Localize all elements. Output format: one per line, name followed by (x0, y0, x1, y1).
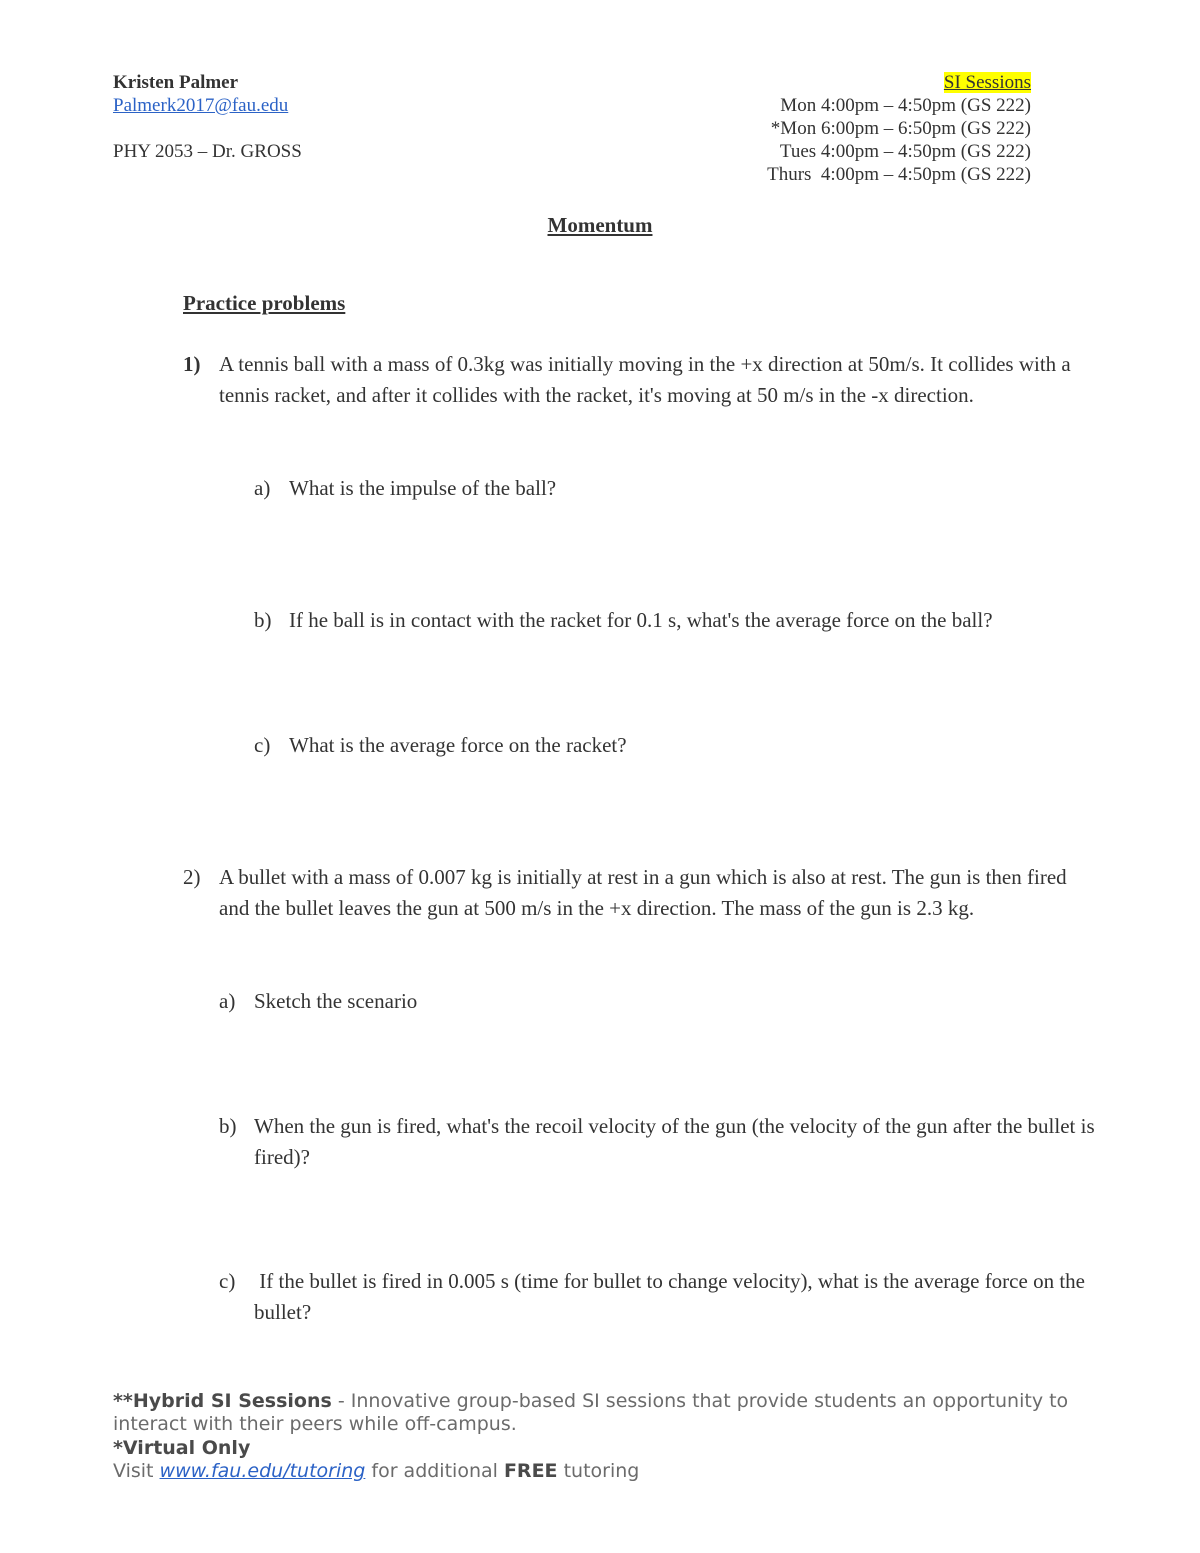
problem-1-text: A tennis ball with a mass of 0.3kg was initially moving in the +x direction at 50m/s. It collides with a tennis racket, and after it collides with the racket, it's moving at 50 m/s in the -x direction. (219, 352, 1071, 407)
footer-visit-line (113, 1460, 1093, 1483)
problem-1a-marker: a) (254, 476, 271, 500)
session-line: Tues 4:00pm – 4:50pm (GS 222) (779, 141, 1031, 162)
problem-2a-text: Sketch the scenario (254, 989, 418, 1013)
problem-2-text: A bullet with a mass of 0.007 kg is initially at rest in a gun which is also at rest. The gun is then fired and the bullet leaves the gun at 500 m/s in the +x direction. The mass of the gun is 2.3 kg. (219, 865, 1067, 920)
footer-virtual-note (113, 1437, 1093, 1460)
problem-2-number: 2) (183, 865, 201, 889)
visit-middle: for additional (365, 1460, 504, 1482)
problem-2a-marker: a) (219, 989, 236, 1013)
section-heading: Practice problems (183, 291, 346, 315)
problem-1c-text: What is the average force on the racket? (289, 733, 627, 757)
page-title: Momentum (547, 213, 653, 237)
problem-2c-marker: c) (219, 1269, 236, 1293)
visit-prefix: Visit (113, 1460, 160, 1482)
session-line: Thurs 4:00pm – 4:50pm (GS 222) (767, 164, 1031, 185)
session-line: Mon 4:00pm – 4:50pm (GS 222) (780, 95, 1031, 116)
hybrid-description: - Innovative group-based SI sessions that provide students an opportunity to interact with their peers while off-campus. (113, 1390, 1069, 1435)
tutoring-link[interactable]: www.fau.edu/tutoring (159, 1460, 366, 1482)
problem-1b-marker: b) (254, 608, 272, 632)
author-name: Kristen Palmer (113, 72, 239, 93)
hybrid-label: **Hybrid SI Sessions (113, 1390, 332, 1412)
course-label: PHY 2053 – Dr. GROSS (113, 141, 302, 162)
si-sessions-title: SI Sessions (943, 72, 1031, 93)
visit-suffix: tutoring (557, 1460, 640, 1482)
problem-1-number: 1) (183, 352, 201, 376)
session-line: *Mon 6:00pm – 6:50pm (GS 222) (770, 118, 1031, 139)
problem-1c-marker: c) (254, 733, 271, 757)
problem-2b-text: When the gun is fired, what's the recoil velocity of the gun (the velocity of the gun after the bullet is fired)? (254, 1114, 1095, 1169)
si-sessions-heading (944, 71, 1031, 94)
footer-hybrid-note (113, 1390, 1093, 1436)
author-email-link[interactable]: Palmerk2017@fau.edu (113, 95, 289, 116)
problem-1b-text: If he ball is in contact with the racket for 0.1 s, what's the average force on the ball? (289, 608, 993, 632)
free-label: FREE (503, 1460, 558, 1482)
problem-1a-text: What is the impulse of the ball? (289, 476, 557, 500)
virtual-label: *Virtual Only (113, 1437, 251, 1459)
problem-2c-text: If the bullet is fired in 0.005 s (time for bullet to change velocity), what is the average force on the bullet? (254, 1269, 1091, 1324)
problem-2b-marker: b) (219, 1114, 237, 1138)
